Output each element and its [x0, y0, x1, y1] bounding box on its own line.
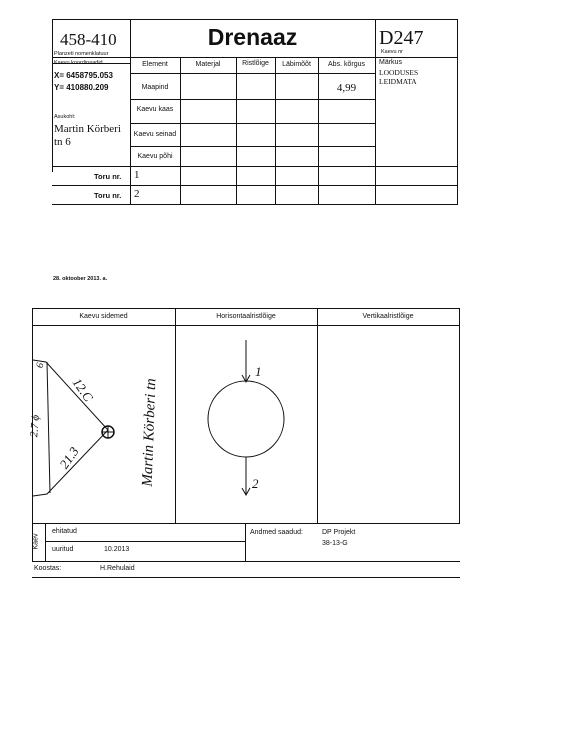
row-label-ground: Maapind — [141, 84, 169, 91]
remarks-line1: LOODUSES — [379, 68, 419, 77]
plan-number: 458-410 — [60, 30, 117, 49]
header-material: Materjal — [195, 61, 221, 68]
col-header-vertical: Vertikaalristlõige — [362, 313, 414, 320]
col-header-horizontal: Horisontaalristlõige — [216, 313, 276, 320]
row-label-walls: Kaevu seinad — [133, 131, 177, 138]
pipe-in-label: 1 — [255, 364, 262, 379]
document-date: 28. oktoober 2013. a. — [53, 276, 108, 282]
ground-abs-height: 4,99 — [336, 82, 357, 94]
header-diameter: Läbimõõt — [282, 61, 311, 68]
status-built: ehitatud — [52, 528, 77, 535]
status-surveyed: uuritud — [52, 546, 74, 553]
coord-x: X= 6458795.053 — [54, 71, 113, 80]
row-label-lid: Kaevu kaas — [136, 106, 174, 113]
coord-y: Y= 410880.209 — [54, 83, 109, 92]
compiled-label: Koostas: — [34, 565, 62, 572]
sketch-street-text: Martin Körberi tn — [139, 378, 160, 487]
remarks-label: Märkus — [379, 59, 402, 66]
data-from-line1: DP Projekt — [322, 529, 356, 536]
header-element: Element — [142, 61, 168, 68]
sketch-label-upper-edge: 12.C — [69, 375, 97, 405]
sketch-label-side: 2.7 ϕ — [28, 414, 43, 438]
pipe-label-1: Toru nr. — [94, 172, 122, 181]
header-abs-height: Abs. kõrgus — [328, 61, 365, 68]
compiled-name: H.Rehulaid — [100, 565, 135, 572]
page-title: Drenaaz — [207, 24, 298, 50]
surveyed-date: 10.2013 — [104, 546, 130, 553]
sketch-label-top: 6 — [34, 362, 47, 369]
plan-number-caption: Planzeti nomenklatuur — [54, 51, 109, 57]
pipe-label-2: Toru nr. — [94, 191, 122, 200]
pipe-out-label: 2 — [252, 476, 259, 491]
coord-caption: Kaevu koordinaadid — [54, 60, 103, 66]
data-from-line2: 38-13-G — [322, 540, 348, 547]
col-header-connections: Kaevu sidemed — [79, 313, 128, 320]
header-cross-section: Ristlõige — [242, 60, 269, 67]
kaev-label: Kaev — [32, 533, 40, 550]
well-id-caption: Kaevu nr — [381, 49, 404, 55]
pipe-number-1: 1 — [134, 169, 140, 181]
location-line2: tn 6 — [54, 136, 71, 148]
location-caption: Asukoht: — [54, 114, 76, 120]
well-id: D247 — [379, 27, 424, 49]
data-from-label: Andmed saadud: — [250, 529, 303, 536]
pipe-number-2: 2 — [134, 188, 140, 200]
remarks-line2: LEIDMATA — [379, 77, 417, 86]
location-line1: Martin Körberi — [54, 123, 121, 135]
row-label-bottom: Kaevu põhi — [137, 153, 173, 160]
sketch-label-lower-edge: 21.3 — [56, 444, 82, 472]
